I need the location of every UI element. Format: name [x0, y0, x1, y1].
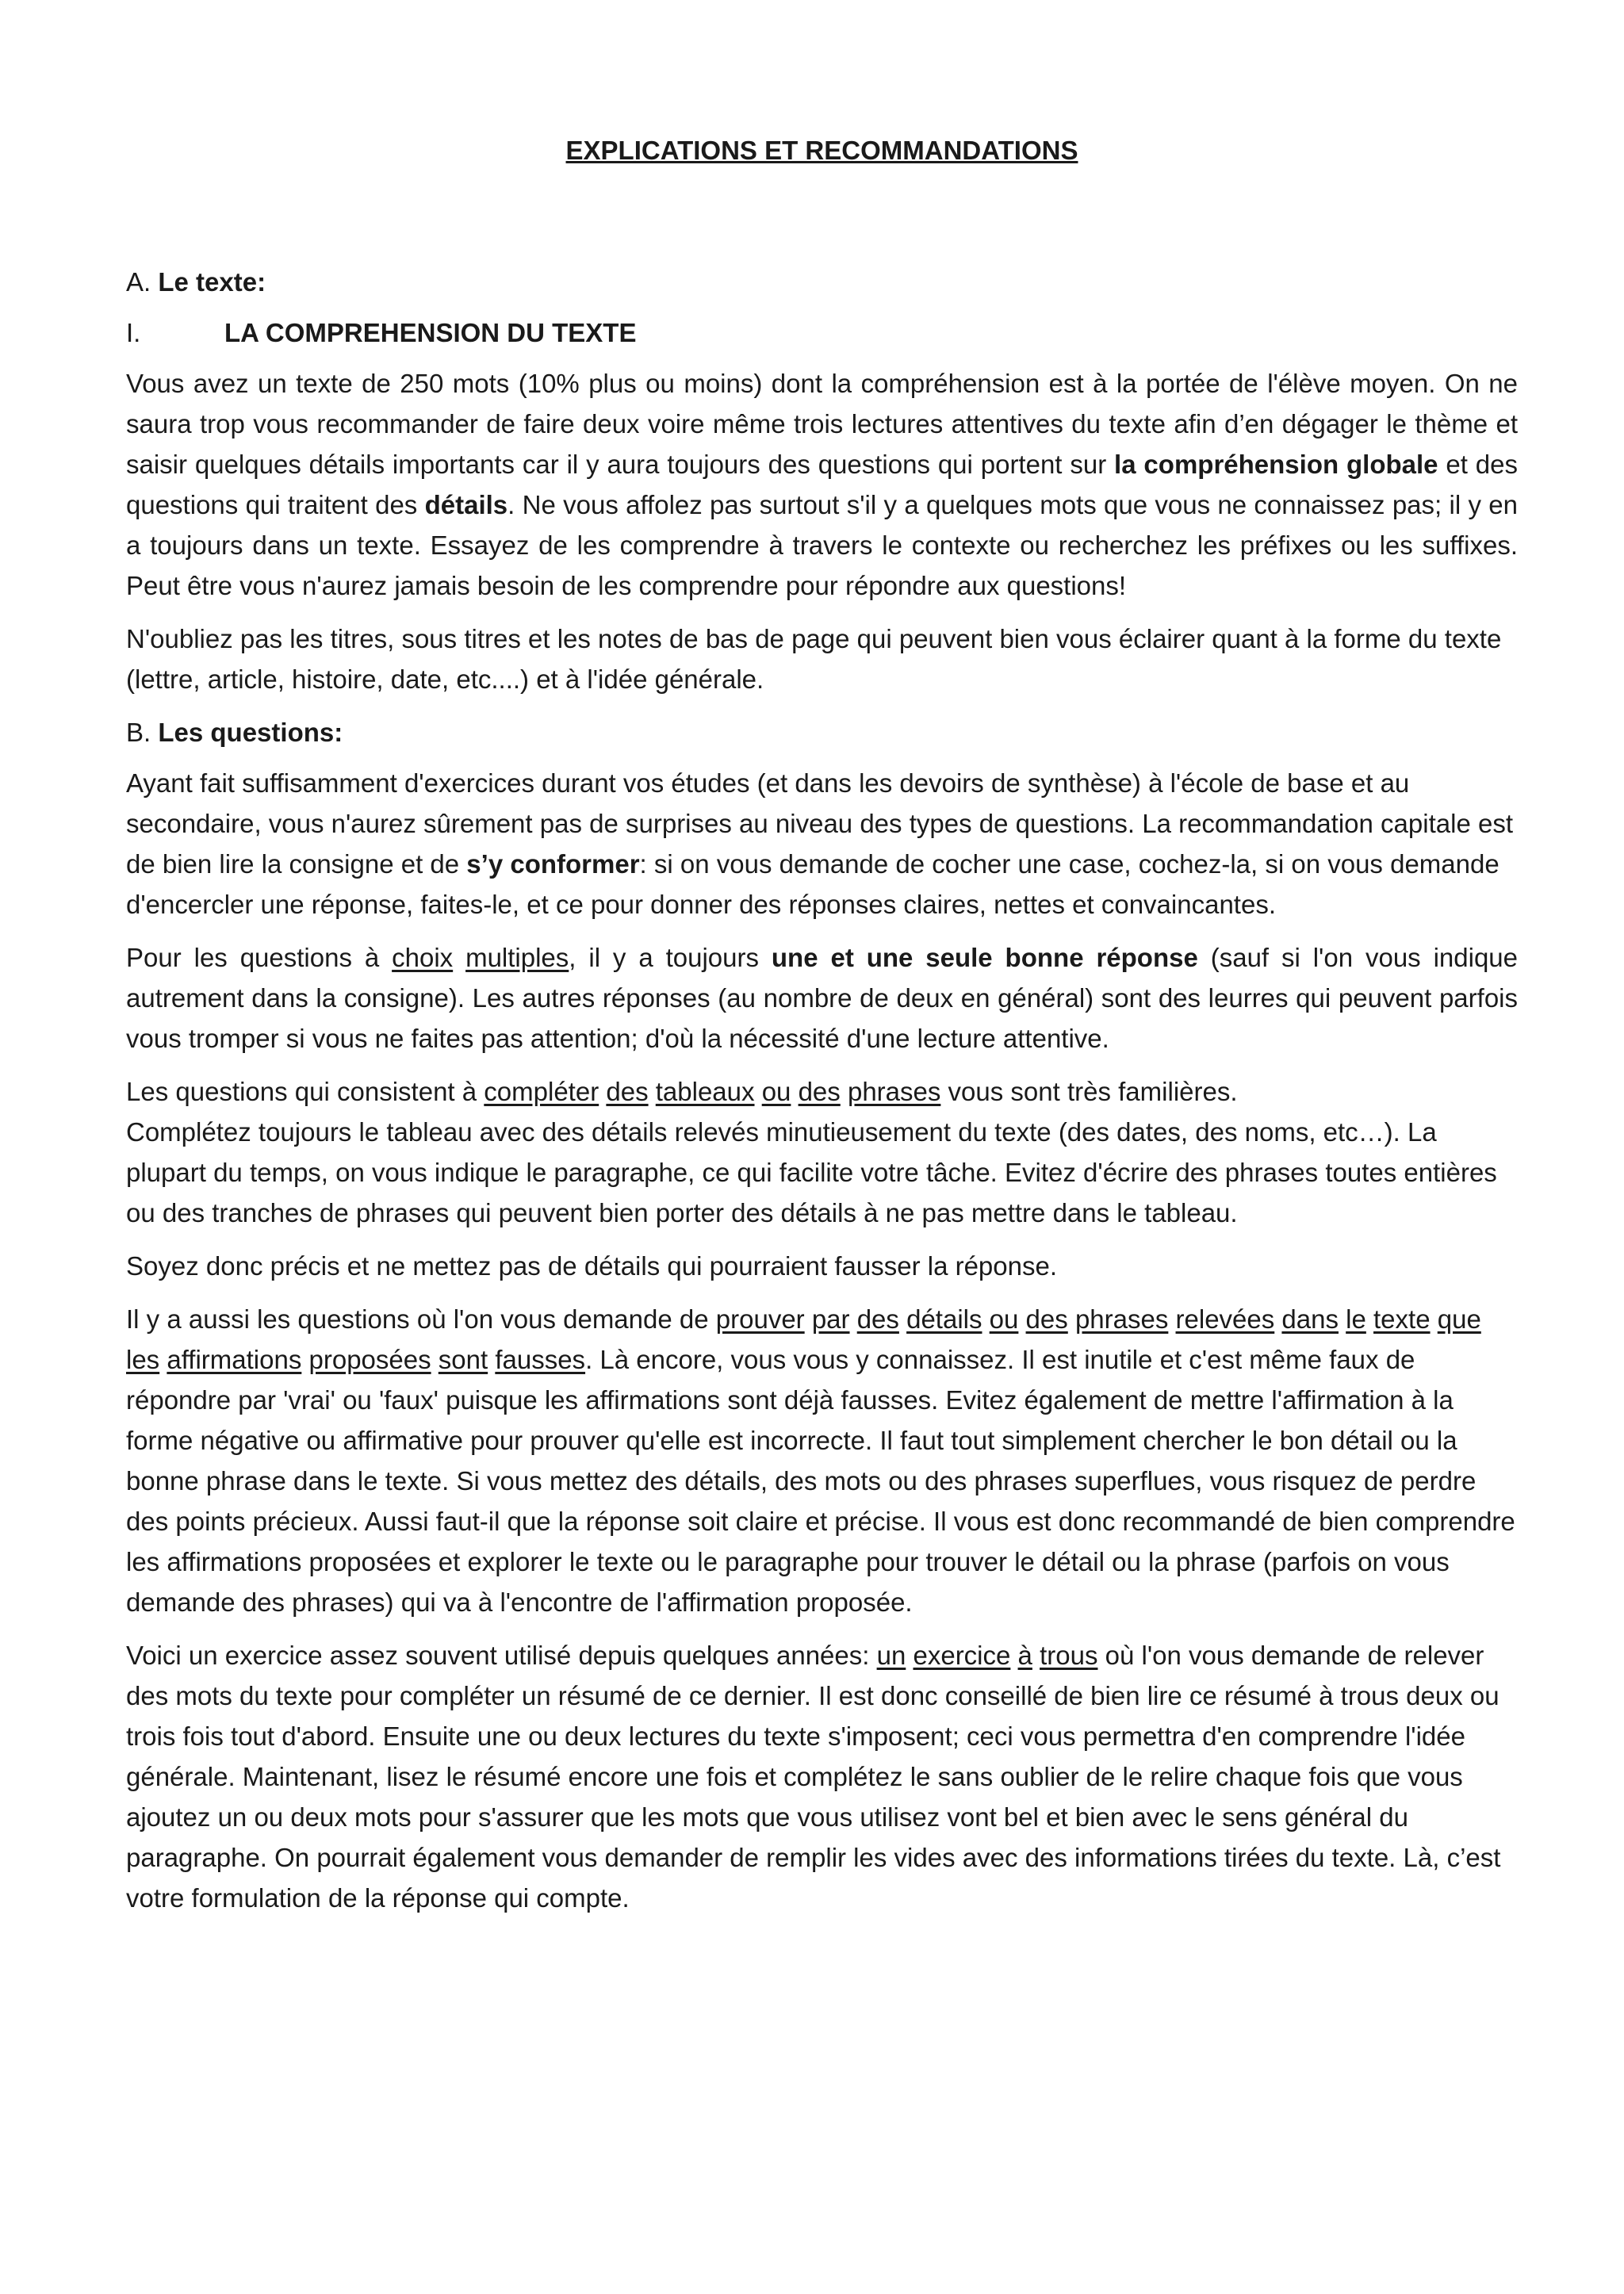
paragraph-comprehension [126, 363, 1518, 606]
document-body [126, 119, 1518, 1931]
underlined-word: fausses [495, 1345, 586, 1374]
underlined-word: sont [438, 1345, 488, 1374]
paragraph-multiple-choice [126, 937, 1518, 1059]
text-run: Vous avez un texte de 250 mots (10% plus ou moins) dont la compréhension est à la portée de l'élève moyen. On ne saura trop vous recommander de faire deux voire même trois lectures attentives du texte afin d’en dégager le thème et saisir quelques détails importants car il y aura toujours des questions qui portent sur [126, 369, 1518, 479]
underlined-word: ou [989, 1304, 1019, 1334]
underlined-word: texte [1373, 1304, 1431, 1334]
underlined-word: que [1437, 1304, 1481, 1334]
bold-run: la compréhension globale [1114, 450, 1438, 479]
paragraph-questions-intro [126, 763, 1518, 925]
section-b-prefix: B. [126, 718, 151, 747]
underlined-run: tableaux [655, 1077, 755, 1106]
bold-run: détails [424, 490, 508, 519]
underlined-run: choix [392, 943, 454, 972]
underlined-word: des [856, 1304, 899, 1334]
underlined-word: phrases [1074, 1304, 1169, 1334]
underlined-word: affirmations [167, 1345, 302, 1374]
underlined-run: des [798, 1077, 841, 1106]
underlined-run: compléter [484, 1077, 599, 1106]
paragraph-tables [126, 1071, 1518, 1233]
underlined-run: à [1017, 1641, 1032, 1670]
underlined-word: relevées [1175, 1304, 1275, 1334]
underlined-run: exercice [913, 1641, 1011, 1670]
text-run: Les questions qui consistent à [126, 1077, 485, 1106]
section-a-label: Le texte: [158, 267, 266, 297]
underlined-word: dans [1281, 1304, 1339, 1334]
text-run: Il y a aussi les questions où l'on vous demande de [126, 1304, 716, 1334]
section-a-prefix: A. [126, 267, 151, 297]
section-i-numeral: I. [126, 318, 141, 347]
underlined-word: des [1025, 1304, 1068, 1334]
text-run [453, 943, 465, 972]
text-run: vous sont très familières. [940, 1077, 1238, 1106]
text-run: , il y a toujours [569, 943, 772, 972]
underlined-word: détails [906, 1304, 982, 1334]
underlined-word: proposées [308, 1345, 431, 1374]
section-a-heading [126, 262, 1518, 302]
text-run: Voici un exercice assez souvent utilisé depuis quelques années: [126, 1641, 877, 1670]
underlined-run: multiples [465, 943, 569, 972]
page-title: EXPLICATIONS ET RECOMMANDATIONS [565, 136, 1078, 165]
underlined-word: par [811, 1304, 850, 1334]
section-i-label: LA COMPREHENSION DU TEXTE [224, 318, 637, 347]
underlined-run: ou [761, 1077, 791, 1106]
underlined-word: prouver [715, 1304, 805, 1334]
underlined-run: trous [1040, 1641, 1098, 1670]
text-run: où l'on vous demande de relever des mots du texte pour compléter un résumé de ce dernier. Il est donc conseillé de bien lire ce résumé à trous deux ou trois fois tout d'abord. Ensuite une ou deux lectures du texte s'imposent; ceci vous permettra d'en comprendre l'idée générale. Maintenant, lisez le résumé encore une fois et complétez le sans oublier de le relire chaque fois que vous ajoutez un ou deux mots pour s'assurer que les mots que vous utilisez vont bel et bien avec le sens général du paragraphe. On pourrait également vous demander de remplir les vides avec des informations tirées du texte. Là, c’est votre formulation de la réponse qui compte. [126, 1641, 1501, 1913]
paragraph-gap-exercise [126, 1635, 1518, 1918]
text-run: . Ne vous affolez pas surtout s'il y a quelques mots que vous ne connaissez pas; il y en a toujours dans un texte. Essayez de les comprendre à travers le contexte ou recherchez les préfixes ou les suffixes. Peut être vous n'aurez jamais besoin de les comprendre pour répondre aux questions! [126, 490, 1518, 600]
text-run: et des questions qui traitent des [126, 450, 1518, 519]
bold-run: s’y conformer [466, 849, 640, 879]
underlined-run: phrases [847, 1077, 941, 1106]
paragraph-titles: N'oubliez pas les titres, sous titres et les notes de bas de page qui peuvent bien vous éclairer quant à la forme du texte (lettre, article, histoire, date, etc....) et à l'idée générale. [126, 624, 1502, 694]
section-i-heading [126, 312, 1518, 353]
text-run: (sauf si l'on vous indique autrement dans la consigne). Les autres réponses (au nombre de deux en général) sont des leurres qui peuvent parfois vous tromper si vous ne faites pas attention; d'où la nécessité d'une lecture attentive. [126, 943, 1519, 1053]
paragraph-false-statements [126, 1299, 1518, 1622]
text-run: Pour les questions à [126, 943, 393, 972]
text-run: Complétez toujours le tableau avec des détails relevés minutieusement du texte (des dates, des noms, etc…). La plupart du temps, on vous indique le paragraphe, ce qui facilite votre tâche. Evitez d'écrire des phrases toutes entières ou des tranches de phrases qui peuvent bien porter des détails à ne pas mettre dans le tableau. [126, 1117, 1497, 1227]
underlined-run: un [876, 1641, 906, 1670]
underlined-word: le [1346, 1304, 1366, 1334]
text-run: : si on vous demande de cocher une case, cochez-la, si on vous demande d'encercler une réponse, faites-le, et ce pour donner des réponses claires, nettes et convaincantes. [126, 849, 1500, 919]
underlined-run: des [606, 1077, 649, 1106]
section-b-label: Les questions: [158, 718, 343, 747]
bold-run: une et une seule bonne réponse [771, 943, 1198, 972]
text-run: Ayant fait suffisamment d'exercices durant vos études (et dans les devoirs de synthèse) à l'école de base et au secondaire, vous n'aurez sûrement pas de surprises au niveau des types de questions. La recommandation capitale est de bien lire la consigne et de [126, 768, 1513, 879]
text-run: . Là encore, vous vous y connaissez. Il est inutile et c'est même faux de répondre par 'vrai' ou 'faux' puisque les affirmations sont déjà fausses. Evitez également de mettre l'affirmation à la forme négative ou affirmative pour prouver qu'elle est incorrecte. Il faut tout simplement chercher le bon détail ou la bonne phrase dans le texte. Si vous mettez des détails, des mots ou des phrases superflues, vous risquez de perdre des points précieux. Aussi faut-il que la réponse soit claire et précise. Il vous est donc recommandé de bien comprendre les affirmations proposées et explorer le texte ou le paragraphe pour trouver le détail ou la phrase (parfois on vous demande des phrases) qui va à l'encontre de l'affirmation proposée. [126, 1345, 1515, 1617]
section-b-heading [126, 712, 1518, 753]
underlined-word: les [126, 1345, 160, 1374]
paragraph-precision: Soyez donc précis et ne mettez pas de détails qui pourraient fausser la réponse. [126, 1251, 1058, 1281]
